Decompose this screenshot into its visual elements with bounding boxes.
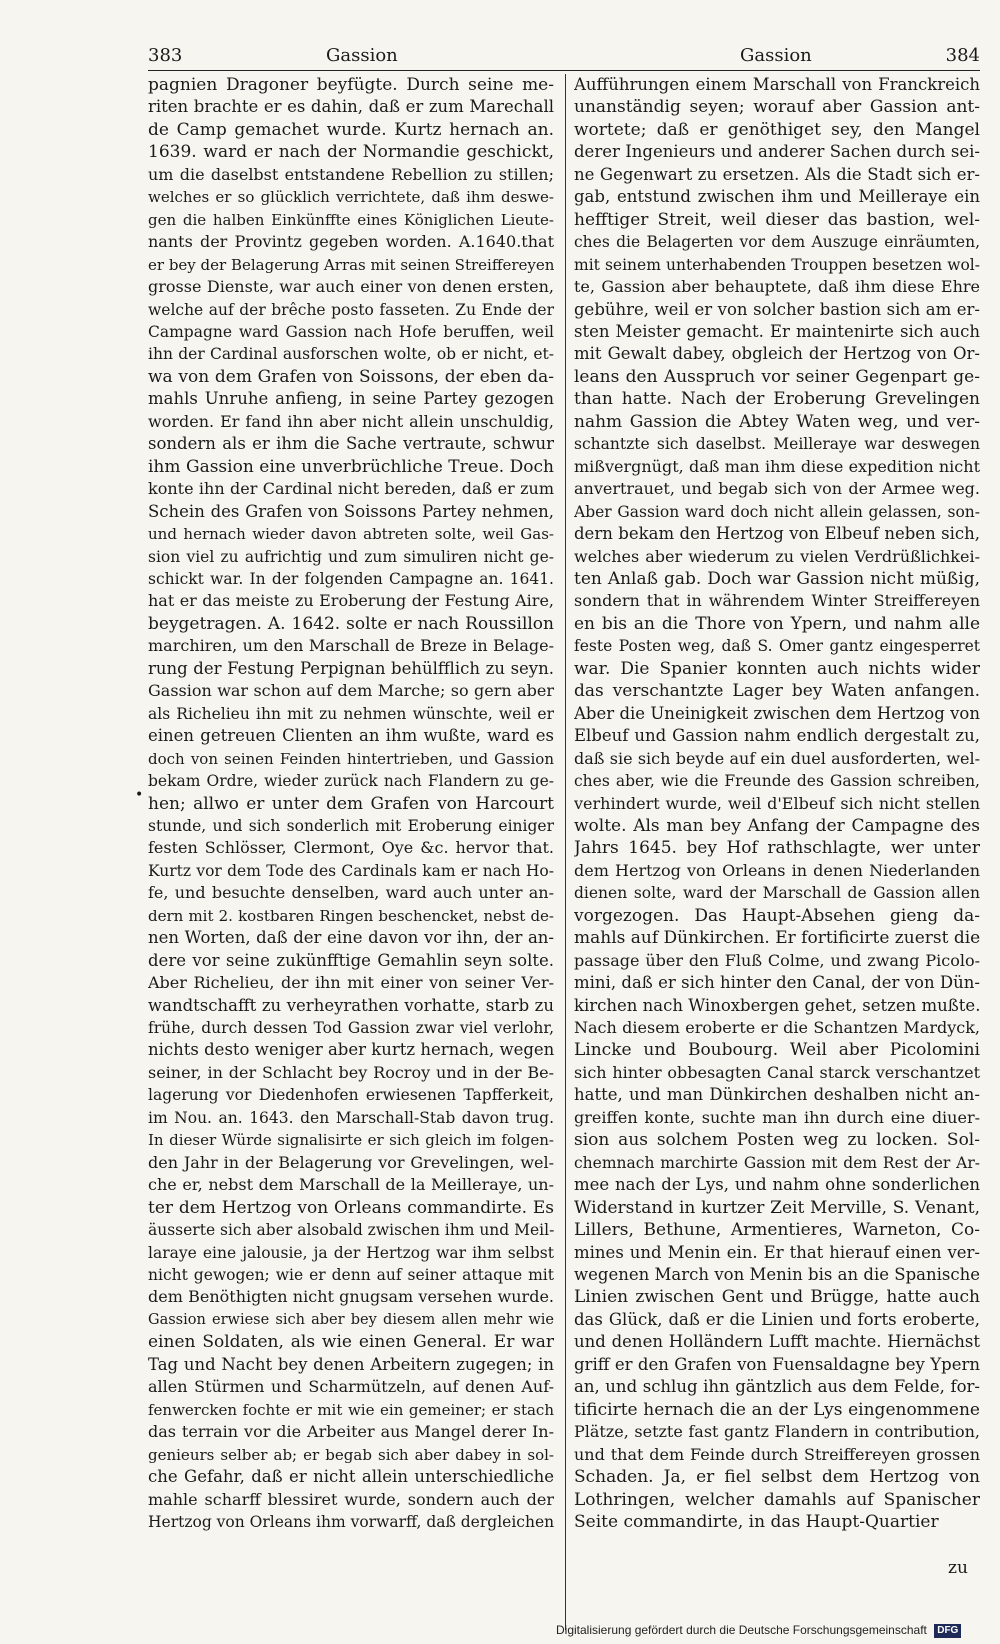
text-line: verhindert wurde, weil d'Elbeuf sich nicht stellen [574, 793, 980, 813]
text-line: wa von dem Grafen von Soissons, der eben da- [148, 366, 554, 387]
text-line: Schaden. Ja, er fiel selbst dem Hertzog von [574, 1467, 980, 1488]
text-line: marchiren, um den Marschall de Breze in Belage- [148, 636, 554, 656]
text-line: rung der Festung Perpignan behülfflich zu seyn. [148, 658, 554, 678]
text-line: mißvergnügt, daß man ihm diese expedition nicht [574, 456, 980, 476]
text-line: sondern that in währendem Winter Streiffereyen [574, 591, 980, 611]
text-line: Widerstand in kurtzer Zeit Merville, S. Venant, [574, 1197, 980, 1218]
text-line: dienen solte, ward der Marschall de Gassion allen [574, 884, 980, 903]
text-line: und hernach wieder davon abtreten solte, weil Gas- [148, 525, 554, 544]
text-line: nahm Gassion die Abtey Waten weg, und ver- [574, 411, 980, 432]
text-line: Aber die Uneinigkeit zwischen dem Hertzog von [574, 703, 980, 723]
text-line: bekam Ordre, wieder zurück nach Flandern zu ge- [148, 772, 554, 791]
text-line: Seite commandirte, in das Haupt-Quartier [574, 1512, 939, 1532]
text-line: äusserte sich aber alsobald zwischen ihm und Meil- [148, 1221, 554, 1240]
text-line: dern bekam den Hertzog von Elbeuf neben sich, [574, 524, 980, 544]
text-line: fenwercken fochte er mit wie ein gemeiner; er stach [148, 1400, 554, 1419]
text-line: chemnach marchirte Gassion mit dem Rest der Ar- [574, 1153, 980, 1172]
text-line: mee nach der Lys, und nahm ohne sonderlichen [574, 1175, 980, 1195]
text-line: beygetragen. A. 1642. solte er nach Roussillon [148, 613, 554, 634]
text-line: den Jahr in der Belagerung vor Grevelingen, wel- [148, 1152, 554, 1172]
text-line: frühe, durch dessen Tod Gassion zwar viel verlohr, [148, 1019, 554, 1038]
text-line: tificirte hernach die an der Lys eingenommene [574, 1399, 980, 1420]
text-line: riten brachte er es dahin, daß er zum Marechall [148, 97, 554, 117]
text-line: wandtschafft zu verheyrathen vorhatte, starb zu [148, 995, 554, 1015]
text-line: doch von seinen Feinden hintertrieben, und Gassion [148, 749, 554, 768]
text-line: im Nou. an. 1643. den Marschall-Stab davon trug. [148, 1108, 554, 1127]
text-line: einen getreuen Clienten an ihm wußte, ward es [148, 726, 554, 746]
text-line: Tag und Nacht bey denen Arbeitern zugegen; in [148, 1354, 554, 1374]
text-line: de Camp gemachet wurde. Kurtz hernach an. [148, 119, 554, 140]
text-line: einen Soldaten, als wie einen General. Er war [148, 1332, 554, 1353]
text-line: dern mit 2. kostbaren Ringen beschencket, nebst de- [148, 906, 554, 925]
text-line: Elbeuf und Gassion nahm endlich dergestalt zu, [574, 726, 980, 746]
text-line: nichts desto weniger aber kurtz hernach, wegen [148, 1040, 554, 1060]
text-line: hat er das meiste zu Eroberung der Festung Aire, [148, 591, 554, 611]
text-line: hefftiger Streit, weil dieser das bastion, wel- [574, 209, 980, 230]
text-line: an, und schlug ihn gäntzlich aus dem Felde, for- [574, 1377, 980, 1397]
text-line: Jahrs 1645. bey Hof rathschlagte, wer unter [574, 838, 980, 859]
text-line: Gassion war schon auf dem Marche; so gern aber [148, 681, 554, 701]
text-line: Lothringen, welcher damahls auf Spanischer [574, 1489, 980, 1510]
text-line: lagerung vor Diedenhofen erwiesenen Tapfferkeit, [148, 1086, 554, 1105]
text-line: unanständig seyen; worauf aber Gassion ant- [574, 97, 980, 118]
text-line: mahle scharff blessiret wurde, sondern auch der [148, 1489, 554, 1509]
text-line: schantzte sich daselbst. Meilleraye war deswegen [574, 435, 980, 454]
header-rule [148, 70, 980, 71]
text-line: Aber Gassion ward doch nicht allein gelassen, son- [574, 502, 980, 521]
text-line: In dieser Würde signalisirte er sich gleich im folgen- [148, 1131, 554, 1150]
text-line: dem Hertzog von Orleans in denen Niederlanden [574, 860, 980, 880]
margin-mark: • [135, 787, 144, 803]
text-line: ches aber, wie die Freunde des Gassion schreiben, [574, 772, 980, 791]
text-line: war. Die Spanier konnten auch nichts wider [574, 658, 980, 679]
text-line: laraye eine jalousie, ja der Hertzog war ihm selbst [148, 1243, 554, 1262]
text-line: gab, entstund zwischen ihm und Meilleraye ein [574, 187, 980, 207]
text-line: Linien zwischen Gent und Brügge, hatte auch [574, 1287, 980, 1308]
text-line: dere vor seine zukünfftige Gemahlin seyn solte. [148, 950, 554, 970]
text-line: passage über den Fluß Colme, und zwang Picolo- [574, 950, 980, 970]
text-line: festen Schlösser, Clermont, Oye &c. hervor that. [148, 838, 554, 858]
text-line: nicht gewogen; wie er denn auf seiner attaque mit [148, 1266, 554, 1285]
text-line: und that dem Feinde durch Streiffereyen grossen [574, 1444, 980, 1464]
text-line: derer Ingenieurs und anderer Sachen durch sei- [574, 142, 980, 162]
page-number-left: 383 [148, 45, 183, 66]
text-line: und denen Holländern Lufft machte. Hiernächst [574, 1332, 980, 1352]
text-line: welche auf der brêche posto fasseten. Zu Ende der [148, 300, 554, 319]
text-line: ihn der Cardinal ausforschen wolte, ob er nicht, et- [148, 345, 554, 364]
text-line: welches aber wiederum zu vielen Verdrüßlichkei- [574, 546, 980, 566]
left-text-column [148, 74, 554, 1533]
text-line: hatte, und man Dünkirchen deshalben nicht an- [574, 1085, 980, 1105]
text-line: daß sie sich beyde auf ein duel ausforderten, wel- [574, 748, 980, 768]
text-line: che Gefahr, daß er nicht allein unterschiedliche [148, 1467, 554, 1487]
right-text-column [574, 74, 980, 1533]
page-header [148, 44, 980, 68]
text-line: sondern als er ihm die Sache vertraute, schwur [148, 434, 554, 454]
text-line: griff er den Grafen von Fuensaldagne bey Ypern [574, 1354, 980, 1374]
text-line: Nach diesem eroberte er die Schantzen Mardyck, [574, 1018, 980, 1038]
text-line: Kurtz vor dem Tode des Cardinals kam er nach Ho- [148, 861, 554, 880]
text-line: Aber Richelieu, der ihn mit einer von seiner Ver- [148, 973, 554, 993]
text-line: sion aus solchem Posten weg zu locken. Sol- [574, 1130, 980, 1151]
text-line: seiner, in der Schlacht bey Rocroy und in der Be- [148, 1062, 554, 1082]
text-line: Hertzog von Orleans ihm vorwarff, daß dergleichen [148, 1513, 554, 1531]
text-line: das Glück, daß er die Linien und forts eroberte, [574, 1309, 980, 1329]
footer-text: Digitalisierung gefördert durch die Deutsche Forschungsgemeinschaft [556, 1623, 927, 1637]
text-line: grosse Dienste, war auch einer von denen ersten, [148, 277, 554, 297]
text-line: Schein des Grafen von Soissons Partey nehmen, [148, 501, 554, 521]
text-line: konte ihn der Cardinal nicht bereden, daß er zum [148, 479, 554, 499]
text-line: welches er so glücklich verrichtete, daß ihm deswe- [148, 188, 554, 207]
text-line: stunde, und sich sonderlich mit Eroberung einiger [148, 816, 554, 835]
text-line: leans den Ausspruch vor seiner Gegenpart ge- [574, 366, 980, 387]
text-line: genieurs selber ab; er begab sich aber dabey in sol- [148, 1445, 554, 1464]
text-line: hen; allwo er unter dem Grafen von Harcourt [148, 793, 554, 814]
text-line: gen die halben Einkünffte eines Königlichen Lieute- [148, 210, 554, 229]
text-line: als Richelieu ihn mit zu nehmen wünschte, weil er [148, 704, 554, 723]
catchword: zu [948, 1558, 968, 1578]
text-line: pagnien Dragoner beyfügte. Durch seine me- [148, 75, 554, 95]
digitization-footer [556, 1621, 976, 1639]
text-line: mit Gewalt dabey, obgleich der Hertzog von Or- [574, 344, 980, 364]
text-line: te, Gassion aber behauptete, daß ihm diese Ehre [574, 277, 980, 297]
text-line: nants der Provintz gegeben worden. A.1640.that [148, 232, 554, 252]
text-line: dem Benöthigten nicht gnugsam versehen wurde. [148, 1287, 554, 1307]
text-line: das terrain vor die Arbeiter aus Mangel derer In- [148, 1422, 554, 1442]
text-line: en bis an die Thore von Ypern, und nahm alle [574, 613, 980, 634]
text-line: mit seinem unterhabenden Trouppen besetzen wol- [574, 255, 980, 274]
running-head-left: Gassion [326, 45, 398, 66]
text-line: ter dem Hertzog von Orleans commandirte. Es [148, 1197, 554, 1218]
text-line: mahls Unruhe anfieng, in seine Partey gezogen [148, 389, 554, 409]
text-line: allen Stürmen und Scharmützeln, auf denen Auf- [148, 1377, 554, 1397]
text-line: sten Meister gemacht. Er maintenirte sich auch [574, 321, 980, 341]
text-line: sich hinter obbesagten Canal starck verschantzet [574, 1062, 980, 1082]
text-line: mini, daß er sich hinter den Canal, der von Dün- [574, 973, 980, 993]
text-line: Campagne ward Gassion nach Hofe beruffen, weil [148, 322, 554, 341]
text-line: wolte. Als man bey Anfang der Campagne des [574, 815, 980, 836]
text-line: fe, und besuchte denselben, ward auch unter an- [148, 883, 554, 903]
text-line: ne Gegenwart zu ersetzen. Als die Stadt sich er- [574, 164, 980, 184]
text-line: Lincke und Boubourg. Weil aber Picolomini [574, 1040, 980, 1061]
text-line: 1639. ward er nach der Normandie geschickt, [148, 142, 554, 163]
text-line: nen Worten, daß der eine davon vor ihn, der an- [148, 928, 554, 948]
text-line: sion viel zu aufrichtig und zum simuliren nicht ge- [148, 547, 554, 566]
text-line: schickt war. In der folgenden Campagne an. 1641. [148, 569, 554, 588]
text-line: ten Anlaß gab. Doch war Gassion nicht müßig, [574, 568, 980, 589]
text-line: kirchen nach Winoxbergen gehet, setzen mußte. [574, 995, 980, 1015]
text-line: worden. Er fand ihn aber nicht allein unschuldig, [148, 411, 554, 431]
text-line: Aufführungen einem Marschall von Franckreich [574, 75, 980, 94]
text-line: Plätze, setzte fast gantz Flandern in contribution, [574, 1422, 980, 1442]
text-line: mines und Menin ein. Er that hierauf einen ver- [574, 1242, 980, 1262]
text-line: mahls auf Dünkirchen. Er fortificirte zuerst die [574, 928, 980, 949]
running-head-right: Gassion [740, 45, 812, 66]
text-line: greiffen konte, suchte man ihn durch eine diuer- [574, 1107, 980, 1127]
text-line: ches die Belagerten vor dem Auszuge einräumten, [574, 233, 980, 252]
text-line: Lillers, Bethune, Armentieres, Warneton, Co- [574, 1220, 980, 1241]
text-line: wortete; daß er genöthiget sey, den Mangel [574, 119, 980, 140]
text-line: che er, nebst dem Marschall de la Meilleraye, un- [148, 1175, 554, 1195]
column-divider [565, 74, 566, 1630]
text-line: than hatte. Nach der Eroberung Grevelingen [574, 389, 980, 410]
text-line: anvertrauet, und begab sich von der Armee weg. [574, 479, 980, 499]
text-line: vorgezogen. Das Haupt-Absehen gieng da- [574, 905, 980, 926]
text-line: ihm Gassion eine unverbrüchliche Treue. Doch [148, 456, 554, 477]
dfg-logo-icon: DFG [934, 1624, 961, 1638]
text-line: das verschantzte Lager bey Waten anfangen. [574, 681, 980, 702]
text-line: um die daselbst entstandene Rebellion zu stillen; [148, 164, 554, 184]
text-line: wegenen March von Menin bis an die Spanische [574, 1265, 980, 1285]
text-line: er bey der Belagerung Arras mit seinen Streiffereyen [148, 255, 554, 274]
text-line: feste Posten weg, daß S. Omer gantz eingesperret [574, 637, 980, 656]
text-line: Gassion erwiese sich aber bey diesem allen mehr wie [148, 1311, 554, 1328]
text-line: gebühre, weil er von solcher bastion sich am er- [574, 299, 980, 319]
page-number-right: 384 [945, 45, 980, 66]
